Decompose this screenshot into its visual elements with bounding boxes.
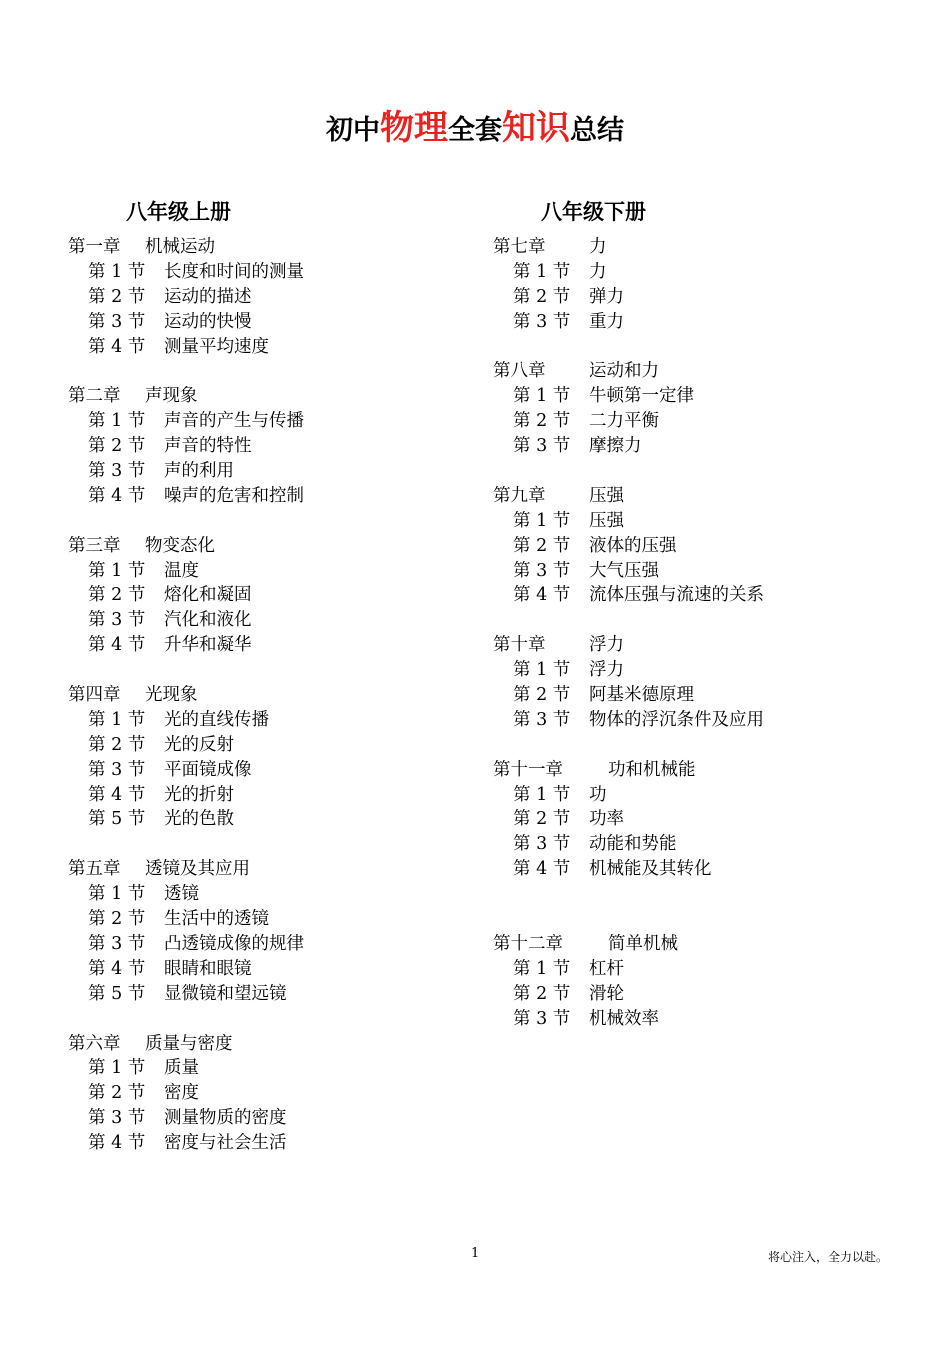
section-title: 升华和凝华 [164,635,252,656]
spacer [68,359,304,384]
section-number: 第 1 节 [88,261,146,282]
chapter-heading [68,683,304,708]
title-part: 知识 [502,108,570,148]
section-item [68,1056,304,1081]
section-number: 第 1 节 [88,1058,146,1079]
chapter-heading [68,235,304,260]
section-item [68,783,304,808]
chapter-title: 声现象 [145,386,198,407]
chapter-number: 第十章 [493,635,546,656]
chapter-number: 第一章 [68,237,121,257]
section-item [493,434,764,459]
section-title: 运动的描述 [164,286,252,307]
section-title: 声的利用 [164,461,234,482]
chapter-title: 透镜及其应用 [145,859,250,880]
section-number: 第 4 节 [513,585,571,606]
spacer [493,335,764,360]
chapter-title: 压强 [589,485,624,506]
section-title: 阿基米德原理 [589,685,694,706]
section-item [68,807,304,832]
chapter-heading [493,484,764,509]
section-title: 温度 [164,560,199,581]
section-item [68,1081,304,1106]
section-item [68,459,304,484]
section-item [493,807,764,832]
section-number: 第 2 节 [88,286,146,307]
section-item [493,832,764,857]
section-number: 第 1 节 [513,510,571,531]
section-item [493,409,764,434]
chapter-heading [68,384,304,409]
section-title: 功率 [589,809,624,830]
section-number: 第 2 节 [513,809,571,830]
section-number: 第 2 节 [513,685,571,706]
section-title: 运动的快慢 [164,311,252,332]
chapter-heading [493,359,764,384]
section-item [68,285,304,310]
chapter-number: 第七章 [493,237,546,257]
section-item [68,608,304,633]
section-item [68,882,304,907]
section-title: 大气压强 [589,560,659,581]
chapter-list [68,235,304,1156]
section-number: 第 1 节 [88,560,146,581]
spacer [68,832,304,857]
chapter-number: 第二章 [68,386,121,407]
section-title: 光的折射 [164,784,234,805]
section-number: 第 1 节 [513,660,571,681]
section-item [68,335,304,360]
section-number: 第 4 节 [88,1133,146,1154]
section-title: 光的直线传播 [164,709,269,730]
section-item [493,509,764,534]
section-title: 长度和时间的测量 [164,261,304,282]
section-number: 第 4 节 [88,958,146,979]
section-title: 动能和势能 [589,834,677,855]
section-item [493,285,764,310]
section-title: 平面镜成像 [164,759,252,780]
chapter-heading [493,932,764,957]
grade-heading: 八年级下册 [541,200,646,224]
section-number: 第 3 节 [513,560,571,581]
section-number: 第 2 节 [88,734,146,755]
section-title: 显微镜和望远镜 [164,983,287,1004]
section-title: 凸透镜成像的规律 [164,933,304,954]
chapter-title: 机械运动 [145,237,215,257]
chapter-number: 第九章 [493,485,546,506]
section-number: 第 3 节 [88,759,146,780]
section-number: 第 2 节 [513,535,571,556]
section-item [493,260,764,285]
section-item [68,1106,304,1131]
section-item [493,708,764,733]
page-title [0,106,950,153]
section-item [493,783,764,808]
section-item [493,1007,764,1032]
section-item [68,982,304,1007]
section-number: 第 3 节 [88,1108,146,1129]
spacer [493,733,764,758]
section-number: 第 3 节 [88,933,146,954]
section-title: 眼睛和眼镜 [164,958,252,979]
section-number: 第 3 节 [88,311,146,332]
spacer [68,509,304,534]
section-title: 声音的特性 [164,436,252,457]
chapter-heading [68,534,304,559]
chapter-number: 第十一章 [493,759,563,780]
section-number: 第 4 节 [88,635,146,656]
section-title: 力 [589,261,607,282]
chapter-number: 第四章 [68,685,121,706]
section-number: 第 3 节 [513,834,571,855]
section-number: 第 3 节 [513,709,571,730]
chapter-number: 第五章 [68,859,121,880]
section-number: 第 2 节 [513,983,571,1004]
chapter-number: 第六章 [68,1033,121,1054]
section-number: 第 4 节 [88,485,146,506]
chapter-title: 质量与密度 [145,1033,233,1054]
chapter-title: 力 [589,237,607,257]
section-number: 第 1 节 [513,261,571,282]
section-title: 透镜 [164,884,199,905]
section-title: 压强 [589,510,624,531]
section-item [68,957,304,982]
section-title: 测量物质的密度 [164,1108,287,1129]
section-number: 第 3 节 [513,1008,571,1029]
chapter-heading [493,758,764,783]
title-part: 初中 [326,115,380,146]
chapter-title: 物变态化 [145,535,215,556]
section-title: 滑轮 [589,983,624,1004]
page-number: 1 [471,1246,480,1261]
section-number: 第 2 节 [88,1083,146,1104]
section-title: 重力 [589,311,624,332]
section-item [68,559,304,584]
section-number: 第 4 节 [88,336,146,357]
footer-motto: 将心注入，全力以赴。 [767,1250,888,1264]
section-title: 物体的浮沉条件及应用 [589,709,764,730]
section-item [68,633,304,658]
section-item [68,907,304,932]
section-title: 杠杆 [589,958,624,979]
section-number: 第 4 节 [88,784,146,805]
section-number: 第 1 节 [88,884,146,905]
section-number: 第 1 节 [88,709,146,730]
chapter-heading [68,857,304,882]
section-item [493,982,764,1007]
section-title: 测量平均速度 [164,336,269,357]
section-title: 流体压强与流速的关系 [589,585,764,606]
section-number: 第 2 节 [88,585,146,606]
section-title: 生活中的透镜 [164,909,269,930]
section-number: 第 2 节 [88,436,146,457]
chapter-title: 运动和力 [589,361,659,382]
title-part: 全套 [448,115,502,146]
section-item [68,484,304,509]
chapter-title: 光现象 [145,685,198,706]
chapter-heading [493,633,764,658]
section-number: 第 2 节 [513,286,571,307]
chapter-number: 第三章 [68,535,121,556]
section-item [493,957,764,982]
section-number: 第 3 节 [88,461,146,482]
section-title: 光的反射 [164,734,234,755]
section-title: 摩擦力 [589,436,642,457]
section-number: 第 2 节 [88,909,146,930]
spacer [493,459,764,484]
chapter-heading [493,235,764,260]
section-number: 第 3 节 [513,311,571,332]
chapter-list [493,235,764,1032]
section-title: 声音的产生与传播 [164,411,304,432]
title-part: 物理 [380,108,448,148]
spacer [493,907,764,932]
section-number: 第 1 节 [513,386,571,407]
spacer [68,1007,304,1032]
section-title: 功 [589,784,607,805]
section-item [68,260,304,285]
section-number: 第 4 节 [513,859,571,880]
section-item [493,534,764,559]
section-number: 第 1 节 [513,958,571,979]
section-item [68,310,304,335]
spacer [68,658,304,683]
spacer [493,608,764,633]
section-title: 弹力 [589,286,624,307]
section-number: 第 2 节 [513,411,571,432]
section-title: 密度与社会生活 [164,1133,287,1154]
section-item [493,310,764,335]
section-number: 第 5 节 [88,983,146,1004]
chapter-number: 第十二章 [493,933,563,954]
section-item [68,434,304,459]
section-number: 第 3 节 [513,436,571,457]
section-title: 浮力 [589,660,624,681]
chapter-title: 浮力 [589,635,624,656]
chapter-heading [68,1032,304,1057]
grade-heading: 八年级上册 [126,200,231,224]
section-item [68,758,304,783]
spacer [493,882,764,907]
section-title: 牛顿第一定律 [589,386,694,407]
section-title: 汽化和液化 [164,610,252,631]
section-item [493,583,764,608]
section-item [493,683,764,708]
section-title: 液体的压强 [589,535,677,556]
section-item [68,409,304,434]
section-item [68,708,304,733]
section-number: 第 1 节 [513,784,571,805]
section-title: 噪声的危害和控制 [164,485,304,506]
section-title: 机械效率 [589,1008,659,1029]
section-item [68,733,304,758]
section-item [493,559,764,584]
section-title: 熔化和凝固 [164,585,252,606]
section-number: 第 5 节 [88,809,146,830]
section-item [493,384,764,409]
section-item [68,932,304,957]
section-item [493,857,764,882]
section-title: 光的色散 [164,809,234,830]
section-title: 密度 [164,1083,199,1104]
section-number: 第 3 节 [88,610,146,631]
section-number: 第 1 节 [88,411,146,432]
chapter-title: 简单机械 [608,933,678,954]
chapter-title: 功和机械能 [608,759,696,780]
section-item [68,1131,304,1156]
section-title: 机械能及其转化 [589,859,712,880]
section-item [493,658,764,683]
section-title: 二力平衡 [589,411,659,432]
section-title: 质量 [164,1058,199,1079]
section-item [68,583,304,608]
title-part: 总结 [570,115,624,146]
chapter-number: 第八章 [493,361,546,382]
